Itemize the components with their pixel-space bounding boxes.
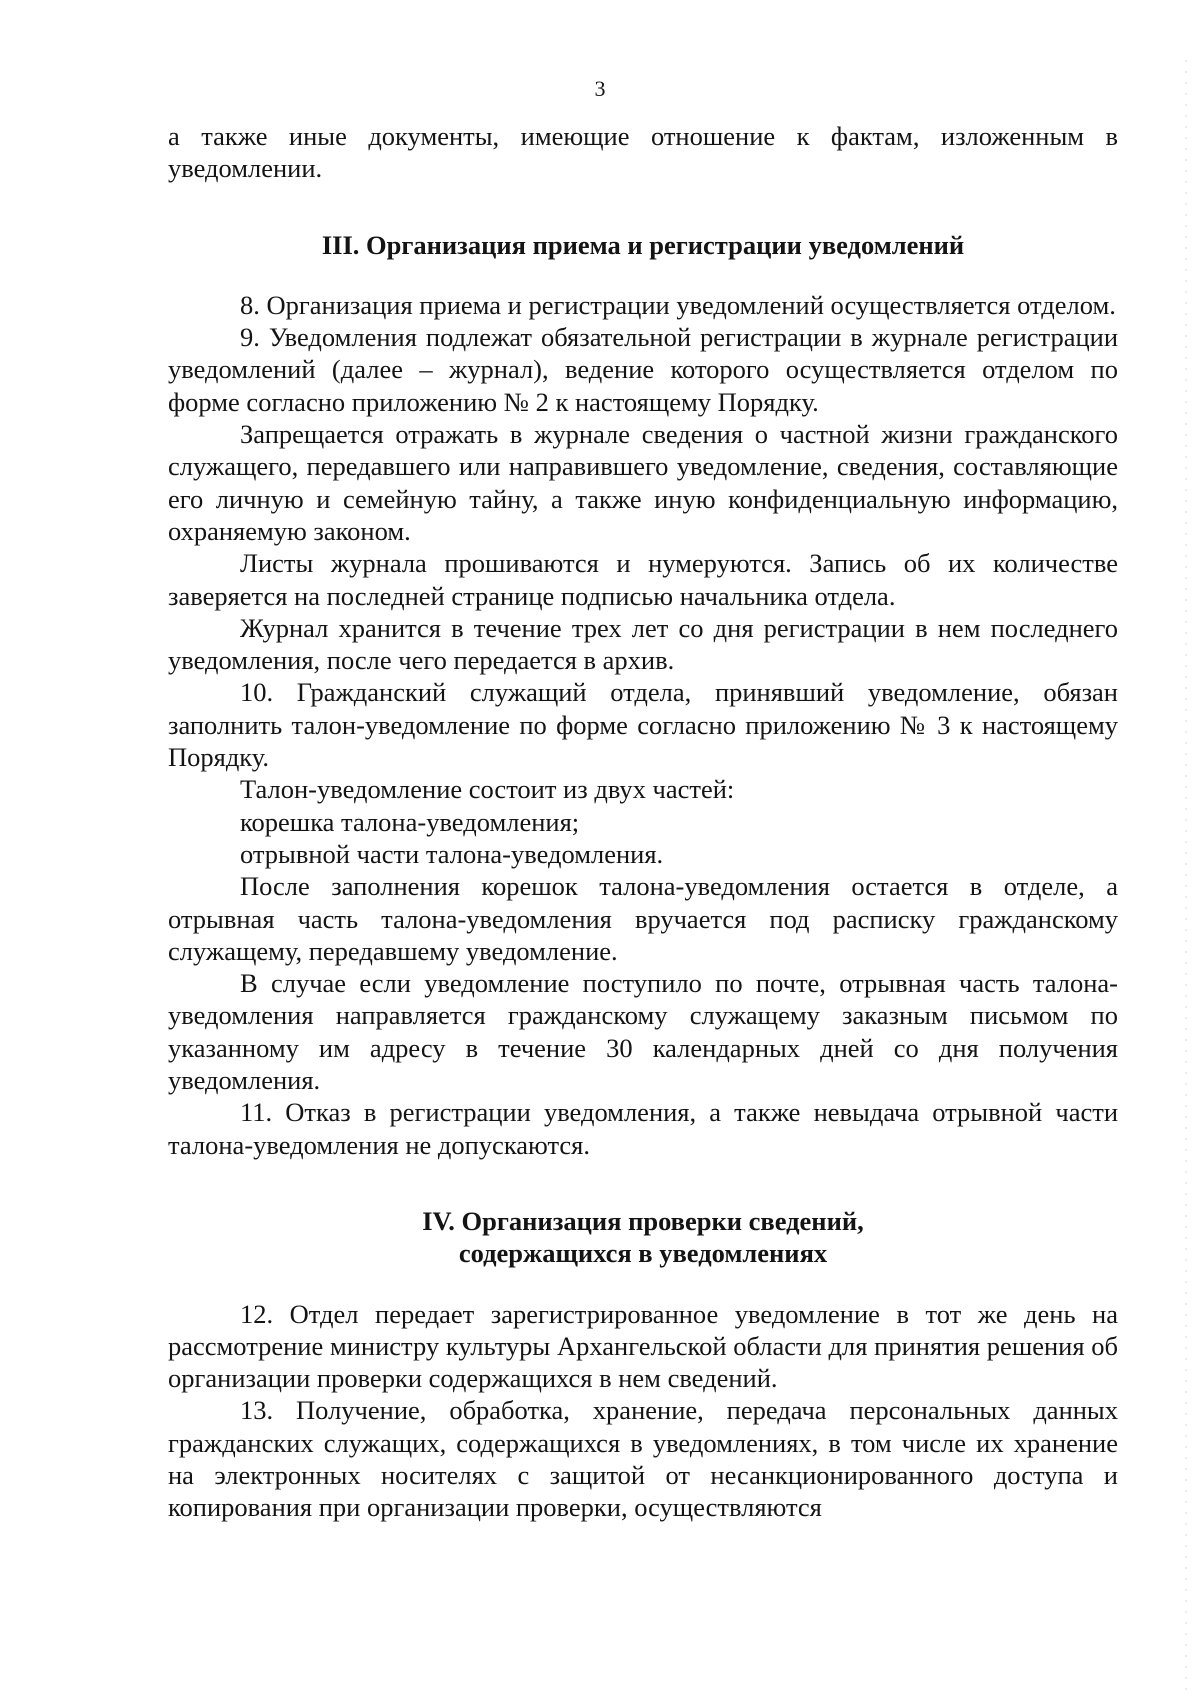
paragraph-10-mail: В случае если уведомление поступило по почте, отрывная часть талона-уведомления направляется гражданскому служащему заказным письмом по указанному им адресу в течение 30 календарных дней со дня получения уведомления. [168, 968, 1118, 1096]
paragraph-13: 13. Получение, обработка, хранение, передача персональных данных гражданских служащих, содержащихся в уведомлениях, в том числе их хранение на электронных носителях с защитой от несанкционированного доступа и копирования при организации проверки, осуществляются [168, 1395, 1118, 1523]
scan-edge-artifact [1170, 0, 1200, 1698]
paragraph-8: 8. Организация приема и регистрации уведомлений осуществляется отделом. [240, 289, 1116, 320]
paragraph-9-sheets: Листы журнала прошиваются и нумеруются. Запись об их количестве заверяется на последней странице подписью начальника отдела. [168, 548, 1118, 611]
spacer [168, 185, 1118, 229]
section-4-heading-line-1: IV. Организация проверки сведений, [422, 1205, 864, 1236]
paragraph-11: 11. Отказ в регистрации уведомления, а также невыдача отрывной части талона-уведомления не допускаются. [168, 1097, 1118, 1160]
page-number: 3 [594, 76, 606, 101]
section-4-heading-line-2: содержащихся в уведомлениях [458, 1238, 828, 1269]
paragraph-10: 10. Гражданский служащий отдела, принявший уведомление, обязан заполнить талон-уведомление по форме согласно приложению № 3 к настоящему Порядку. [168, 677, 1118, 773]
spacer [168, 261, 1118, 289]
section-3-heading: III. Организация приема и регистрации уведомлений [321, 229, 965, 260]
spacer [168, 1270, 1118, 1298]
paragraph-9-storage: Журнал хранится в течение трех лет со дня регистрации в нем последнего уведомления, после чего передается в архив. [168, 612, 1118, 676]
intro-paragraph: а также иные документы, имеющие отношение к фактам, изложенным в уведомлении. [168, 121, 1118, 184]
paragraph-10-part-2: отрывной части талона-уведомления. [240, 838, 664, 869]
paragraph-10-part-1: корешка талона-уведомления; [240, 806, 580, 837]
paragraph-12: 12. Отдел передает зарегистрированное уведомление в тот же день на рассмотрение министру культуры Архангельской области для принятия решения об организации проверки содержащихся в нем сведений. [168, 1298, 1118, 1394]
paragraph-9-privacy: Запрещается отражать в журнале сведения о частной жизни гражданского служащего, передавшего или направившего уведомление, сведения, составляющие его личную и семейную тайну, а также иную конфиденциальную информацию, охраняемую законом. [168, 419, 1118, 546]
paragraph-9: 9. Уведомления подлежат обязательной регистрации в журнале регистрации уведомлений (далее – журнал), ведение которого осуществляется отделом по форме согласно приложению № 2 к настоящему Порядку. [168, 322, 1118, 417]
spacer [168, 1161, 1118, 1205]
paragraph-10-parts: Талон-уведомление состоит из двух частей: [240, 774, 735, 805]
document-body [168, 120, 1118, 1524]
paragraph-10-after: После заполнения корешок талона-уведомления остается в отделе, а отрывная часть талона-уведомления вручается под расписку гражданскому служащему, передавшему уведомление. [168, 871, 1118, 966]
